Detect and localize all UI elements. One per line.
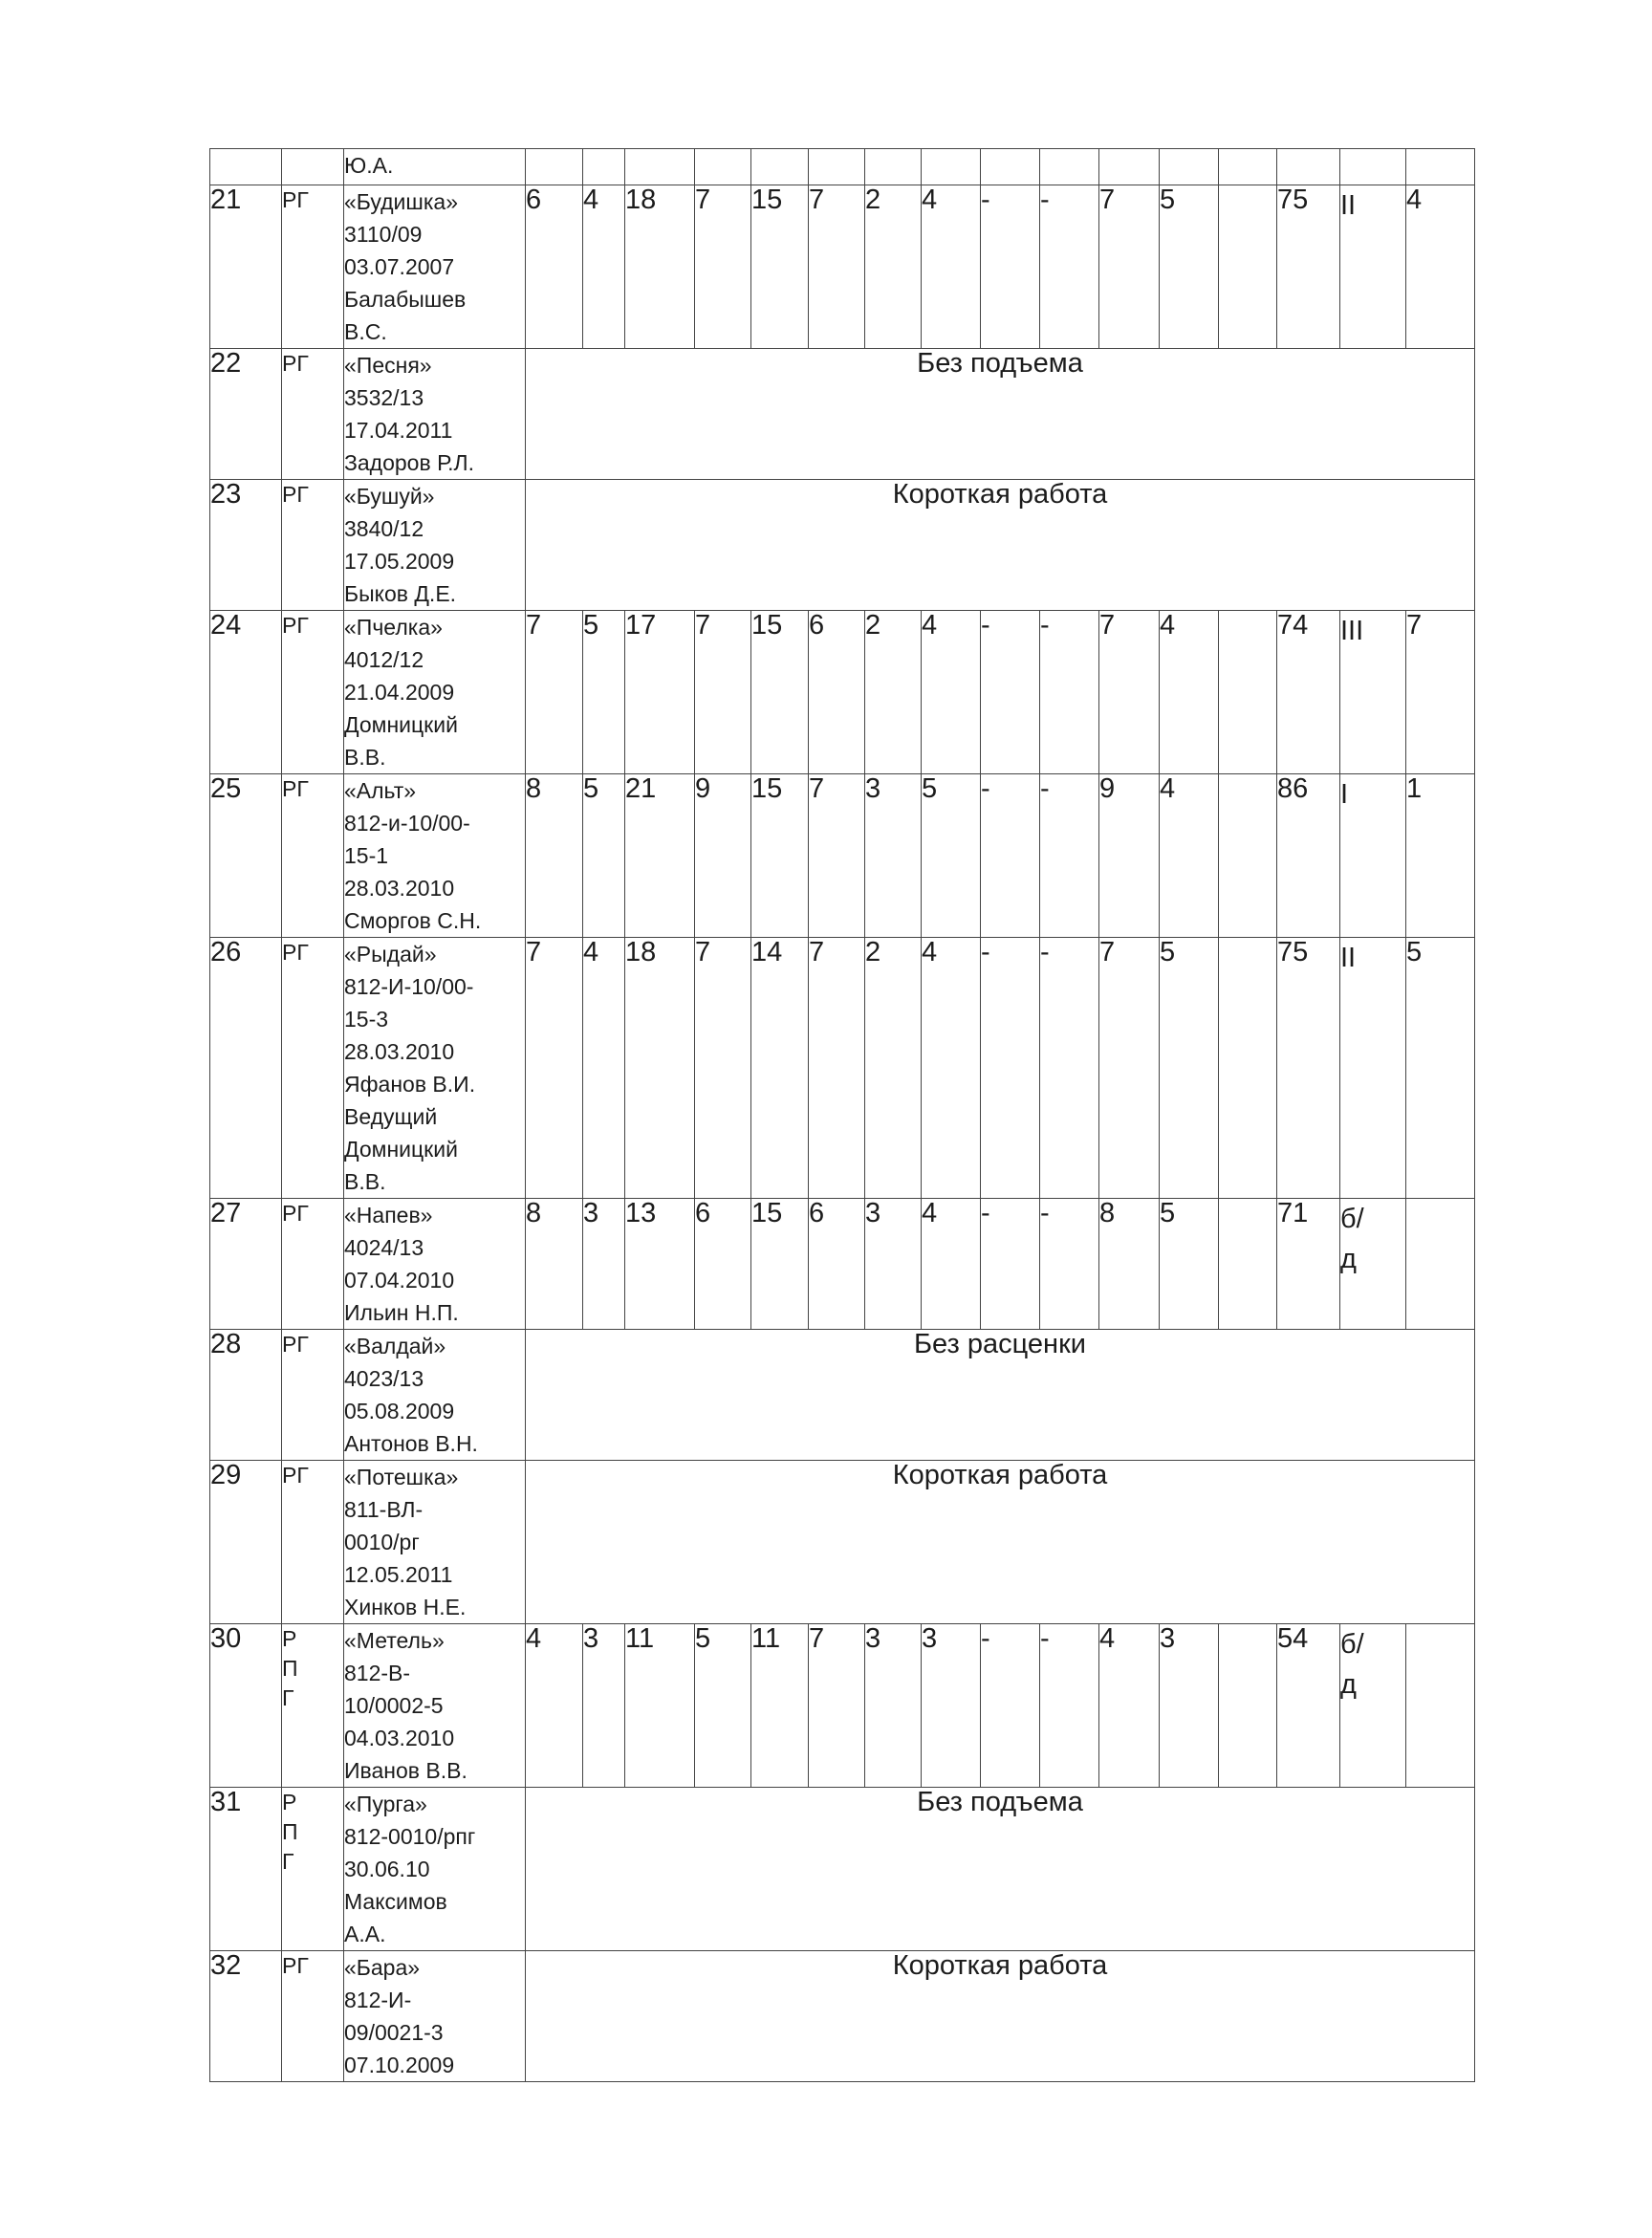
score-cell: - [981,1199,1040,1330]
table-row [210,1199,1475,1330]
score-cell [1219,1199,1277,1330]
score-cell [1160,149,1219,185]
score-cell: 7 [1099,611,1160,774]
score-cell: 5 [695,1624,751,1788]
score-cell: 7 [695,611,751,774]
score-cell: 7 [526,611,583,774]
breed-type-cell: РГ [282,1330,344,1461]
breed-type-cell: Р П Г [282,1624,344,1788]
breed-type-cell: РГ [282,349,344,480]
dog-info-line: 15-3 [344,1007,389,1032]
row-number-cell: 29 [210,1461,282,1624]
dog-info-line: «Пурга» [344,1792,427,1816]
breed-type-cell: РГ [282,1461,344,1624]
score-cell: 8 [1099,1199,1160,1330]
score-cell: 2 [865,611,922,774]
score-cell [1219,938,1277,1199]
score-cell: 5 [1160,938,1219,1199]
row-number-cell: 21 [210,185,282,349]
note-cell: Без подъема [526,1788,1475,1951]
breed-type-cell: РГ [282,480,344,611]
score-cell [1219,1624,1277,1788]
diploma-cell: б/ д [1340,1624,1406,1788]
breed-type-cell: РГ [282,1951,344,2082]
dog-info-line: А.А. [344,1922,386,1946]
dog-info-line: «Валдай» [344,1334,446,1358]
row-number-cell: 30 [210,1624,282,1788]
score-cell: - [1040,774,1099,938]
score-cell: - [981,611,1040,774]
table-row [210,1461,1475,1624]
score-cell [1040,149,1099,185]
dog-info-line: В.В. [344,745,386,770]
dog-info-line: 28.03.2010 [344,1039,455,1064]
score-cell [1219,774,1277,938]
dog-info-line: В.В. [344,1169,386,1194]
dog-info-line: В.С. [344,319,387,344]
breed-type-cell: РГ [282,938,344,1199]
score-cell: 15 [751,611,809,774]
note-cell: Без расценки [526,1330,1475,1461]
dog-info-line: «Потешка» [344,1465,459,1489]
dog-info-cell [344,1788,526,1951]
score-cell: - [1040,938,1099,1199]
table-row [210,1788,1475,1951]
score-cell: 4 [1160,611,1219,774]
score-cell: 15 [751,185,809,349]
breed-type-cell: РГ [282,185,344,349]
dog-info-line: 10/0002-5 [344,1693,444,1718]
score-cell: 4 [583,938,625,1199]
score-cell [922,149,981,185]
score-cell: 17 [625,611,695,774]
dog-info-line: 3532/13 [344,385,424,410]
note-cell: Короткая работа [526,1951,1475,2082]
score-cell: 5 [1160,185,1219,349]
dog-info-line: Домницкий [344,1137,458,1162]
dog-info-line: Балабышев [344,287,467,312]
score-cell: - [981,185,1040,349]
score-cell: 2 [865,938,922,1199]
score-cell: 6 [695,1199,751,1330]
dog-info-cell [344,149,526,185]
score-cell: 3 [583,1199,625,1330]
score-cell: 7 [809,938,865,1199]
place-cell [1406,1199,1475,1330]
diploma-cell: II [1340,185,1406,349]
score-cell: 6 [526,185,583,349]
place-cell: 1 [1406,774,1475,938]
score-cell: 4 [1160,774,1219,938]
row-number-cell: 25 [210,774,282,938]
row-number-cell: 27 [210,1199,282,1330]
score-cell: 4 [583,185,625,349]
score-cell: 2 [865,185,922,349]
score-cell: 7 [1099,185,1160,349]
score-cell: 75 [1277,185,1340,349]
breed-type-cell: РГ [282,1199,344,1330]
dog-info-cell [344,1951,526,2082]
table-row [210,349,1475,480]
note-cell: Короткая работа [526,480,1475,611]
place-cell: 4 [1406,185,1475,349]
row-number-cell: 32 [210,1951,282,2082]
score-cell: 15 [751,1199,809,1330]
dog-info-line: 04.03.2010 [344,1726,455,1750]
dog-info-cell [344,1624,526,1788]
dog-info-line: Сморгов С.Н. [344,908,482,933]
score-cell [1219,185,1277,349]
dog-info-line: Ю.А. [344,153,394,178]
dog-info-line: Быков Д.Е. [344,581,457,606]
score-cell: 5 [1160,1199,1219,1330]
dog-info-line: 3110/09 [344,222,423,247]
dog-info-line: «Рыдай» [344,942,437,967]
dog-info-line: Иванов В.В. [344,1758,467,1783]
score-cell: - [1040,185,1099,349]
score-cell: 13 [625,1199,695,1330]
dog-info-cell [344,480,526,611]
dog-info-line: 17.05.2009 [344,549,455,574]
dog-info-line: 811-ВЛ- [344,1497,424,1522]
score-cell [981,149,1040,185]
score-cell: 18 [625,185,695,349]
score-cell: 3 [1160,1624,1219,1788]
diploma-cell: I [1340,774,1406,938]
dog-info-line: «Песня» [344,353,432,378]
score-cell: 3 [583,1624,625,1788]
score-cell: 4 [922,611,981,774]
dog-info-cell [344,611,526,774]
note-cell: Короткая работа [526,1461,1475,1624]
dog-info-line: «Бушуй» [344,484,435,509]
breed-type-cell: Р П Г [282,1788,344,1951]
score-cell: 3 [865,1624,922,1788]
score-cell: 5 [583,611,625,774]
note-cell: Без подъема [526,349,1475,480]
table-body [210,149,1475,2082]
score-cell: 21 [625,774,695,938]
score-cell [583,149,625,185]
row-number-cell: 22 [210,349,282,480]
score-cell: 15 [751,774,809,938]
dog-info-line: 12.05.2011 [344,1562,453,1587]
score-cell [809,149,865,185]
score-cell [695,149,751,185]
row-number-cell: 26 [210,938,282,1199]
dog-info-line: 812-и-10/00- [344,811,470,836]
score-cell: 75 [1277,938,1340,1199]
row-number-cell: 28 [210,1330,282,1461]
dog-info-line: «Пчелка» [344,615,443,640]
score-cell: 8 [526,774,583,938]
diploma-cell: б/ д [1340,1199,1406,1330]
score-cell: 4 [526,1624,583,1788]
breed-type-cell: РГ [282,774,344,938]
score-cell: 74 [1277,611,1340,774]
dog-info-line: 17.04.2011 [344,418,453,443]
score-cell: - [1040,1624,1099,1788]
dog-info-line: 812-0010/рпг [344,1824,476,1849]
score-cell: 71 [1277,1199,1340,1330]
score-cell: 3 [865,774,922,938]
dog-info-line: 21.04.2009 [344,680,455,705]
results-table [209,148,1475,2082]
place-cell [1406,149,1475,185]
dog-info-cell [344,1461,526,1624]
table-row [210,774,1475,938]
score-cell: - [1040,1199,1099,1330]
dog-info-line: Хинков Н.Е. [344,1595,467,1619]
score-cell: - [1040,611,1099,774]
score-cell: 86 [1277,774,1340,938]
score-cell: 54 [1277,1624,1340,1788]
score-cell: 18 [625,938,695,1199]
table-row [210,149,1475,185]
dog-info-line: Ведущий [344,1104,438,1129]
score-cell: 9 [695,774,751,938]
score-cell: 6 [809,611,865,774]
score-cell: 4 [922,1199,981,1330]
place-cell [1406,1624,1475,1788]
dog-info-line: «Будишка» [344,189,458,214]
dog-info-cell [344,185,526,349]
dog-info-line: 4024/13 [344,1235,424,1260]
score-cell: 5 [583,774,625,938]
score-cell: - [981,938,1040,1199]
place-cell: 7 [1406,611,1475,774]
score-cell [865,149,922,185]
score-cell: 14 [751,938,809,1199]
breed-type-cell: РГ [282,611,344,774]
row-number-cell: 31 [210,1788,282,1951]
score-cell: 11 [751,1624,809,1788]
dog-info-line: Задоров Р.Л. [344,450,474,475]
diploma-cell: III [1340,611,1406,774]
dog-info-cell [344,1199,526,1330]
dog-info-cell [344,938,526,1199]
dog-info-line: 4023/13 [344,1366,424,1391]
score-cell: 7 [1099,938,1160,1199]
score-cell: 11 [625,1624,695,1788]
row-number-cell: 24 [210,611,282,774]
dog-info-line: «Бара» [344,1955,421,1980]
dog-info-line: 3840/12 [344,516,424,541]
score-cell [1219,611,1277,774]
dog-info-line: 07.04.2010 [344,1268,455,1293]
score-cell: 7 [809,1624,865,1788]
dog-info-line: 05.08.2009 [344,1399,455,1423]
score-cell: 7 [695,185,751,349]
score-cell [1099,149,1160,185]
dog-info-line: 812-И-10/00- [344,974,474,999]
score-cell: 5 [922,774,981,938]
score-cell [1219,149,1277,185]
score-cell: 7 [809,774,865,938]
table-row [210,480,1475,611]
score-cell: 7 [695,938,751,1199]
score-cell: 3 [922,1624,981,1788]
dog-info-line: 03.07.2007 [344,254,455,279]
score-cell: - [981,1624,1040,1788]
score-cell: 4 [922,185,981,349]
score-cell: 7 [526,938,583,1199]
dog-info-line: «Напев» [344,1203,433,1228]
dog-info-line: Яфанов В.И. [344,1072,476,1097]
score-cell: 4 [1099,1624,1160,1788]
table-row [210,185,1475,349]
score-cell [526,149,583,185]
score-cell [1277,149,1340,185]
dog-info-cell [344,349,526,480]
dog-info-line: Максимов [344,1889,447,1914]
dog-info-line: Антонов В.Н. [344,1431,478,1456]
dog-info-line: 0010/рг [344,1530,420,1554]
dog-info-line: 812-И- [344,1988,412,2012]
table-row [210,1330,1475,1461]
dog-info-line: 28.03.2010 [344,876,455,901]
score-cell: - [981,774,1040,938]
dog-info-line: 812-В- [344,1661,411,1685]
table-row [210,1951,1475,2082]
table-row [210,611,1475,774]
score-cell: 3 [865,1199,922,1330]
score-cell: 4 [922,938,981,1199]
dog-info-line: «Альт» [344,778,417,803]
dog-info-cell [344,774,526,938]
dog-info-line: «Метель» [344,1628,445,1653]
dog-info-line: 07.10.2009 [344,2053,455,2077]
score-cell: 9 [1099,774,1160,938]
table-row [210,938,1475,1199]
place-cell: 5 [1406,938,1475,1199]
breed-type-cell [282,149,344,185]
dog-info-line: Домницкий [344,712,458,737]
dog-info-line: 30.06.10 [344,1857,430,1881]
dog-info-line: Ильин Н.П. [344,1300,459,1325]
score-cell: 7 [809,185,865,349]
score-cell [751,149,809,185]
row-number-cell [210,149,282,185]
score-cell [625,149,695,185]
dog-info-line: 15-1 [344,843,389,868]
table-row [210,1624,1475,1788]
score-cell: 8 [526,1199,583,1330]
diploma-cell [1340,149,1406,185]
dog-info-cell [344,1330,526,1461]
diploma-cell: II [1340,938,1406,1199]
dog-info-line: 09/0021-3 [344,2020,444,2045]
row-number-cell: 23 [210,480,282,611]
dog-info-line: 4012/12 [344,647,424,672]
score-cell: 6 [809,1199,865,1330]
